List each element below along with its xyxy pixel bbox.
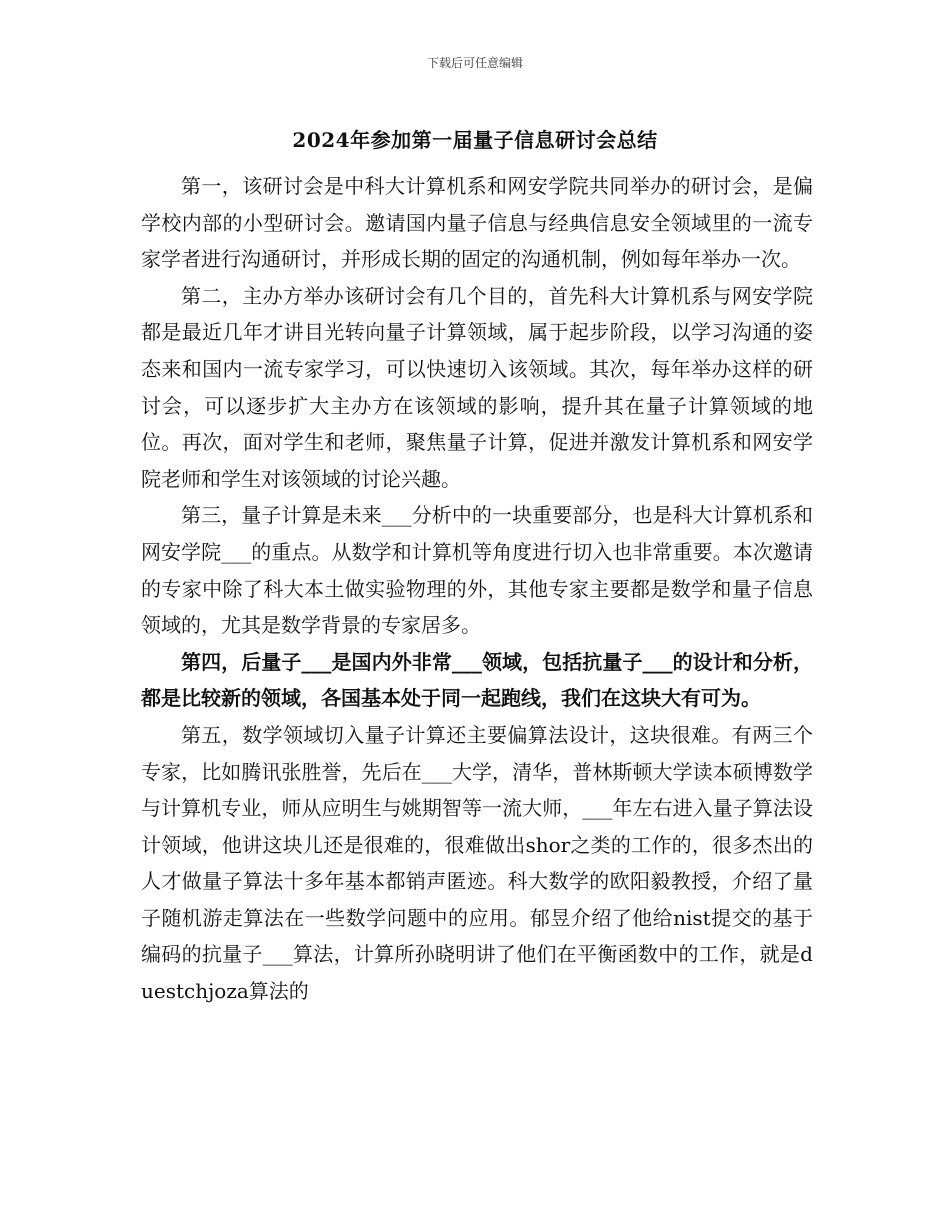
document-title: 2024年参加第一届量子信息研讨会总结: [292, 128, 658, 152]
paragraph-1: 第一，该研讨会是中科大计算机系和网安学院共同举办的研讨会，是偏学校内部的小型研讨会。邀请国内量子信息与经典信息安全领域里的一流专家学者进行沟通研讨，并形成长期的固定的沟通机制，例如每年举办一次。: [141, 174, 813, 272]
paragraph-2: 第二，主办方举办该研讨会有几个目的，首先科大计算机系与网安学院都是最近几年才讲目光转向量子计算领域，属于起步阶段，以学习沟通的姿态来和国内一流专家学习，可以快速切入该领域。其次，每年举办这样的研讨会，可以逐步扩大主办方在该领域的影响，提升其在量子计算领域的地位。再次，面对学生和老师，聚焦量子计算，促进并激发计算机系和网安学院老师和学生对该领域的讨论兴趣。: [141, 283, 813, 491]
paragraph-5: 第五，数学领域切入量子计算还主要偏算法设计，这块很难。有两三个专家，比如腾讯张胜誉，先后在___大学，清华，普林斯顿大学读本硕博数学与计算机专业，师从应明生与姚期智等一流大师，___年左右进入量子算法设计领域，他讲这块儿还是很难的，很难做出shor之类的工作的，很多杰出的人才做量子算法十多年基本都销声匿迹。科大数学的欧阳毅教授，介绍了量子随机游走算法在一些数学问题中的应用。郁昱介绍了他给nist提交的基于编码的抗量子___算法，计算所孙晓明讲了他们在平衡函数中的工作，就是duestchjoza算法的: [141, 722, 813, 1004]
header-note: 下载后可任意编辑: [426, 56, 523, 70]
document-body: [141, 168, 813, 1010]
paragraph-4-bold: 第四，后量子___是国内外非常___领域，包括抗量子___的设计和分析，都是比较新的领域，各国基本处于同一起跑线，我们在这块大有可为。: [141, 649, 813, 711]
paragraph-3: 第三，量子计算是未来___分析中的一块重要部分，也是科大计算机系和网安学院___的重点。从数学和计算机等角度进行切入也非常重要。本次邀请的专家中除了科大本土做实验物理的外，其他专家主要都是数学和量子信息领域的，尤其是数学背景的专家居多。: [141, 503, 813, 638]
